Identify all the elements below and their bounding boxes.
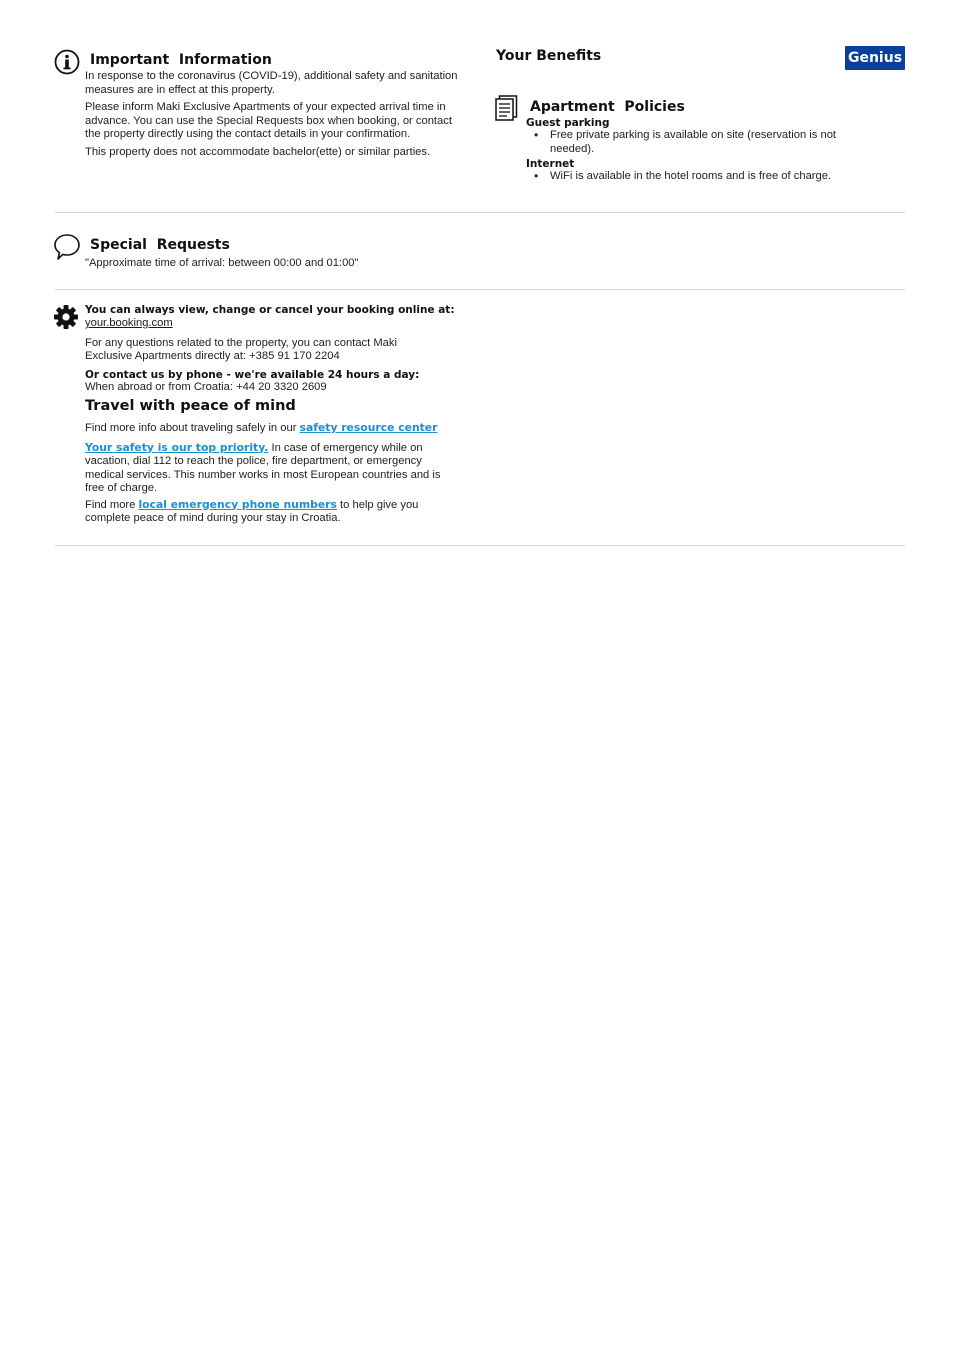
travel-para-3-pre: Find more (85, 498, 139, 511)
internet-list (526, 170, 871, 184)
parties-note: This property does not accommodate bachelor(ette) or similar parties. (85, 145, 431, 158)
local-emergency-numbers-link[interactable]: local emergency phone numbers (138, 497, 337, 511)
travel-title: Travel with peace of mind (85, 398, 296, 414)
divider-2 (55, 289, 905, 290)
gear-icon (53, 304, 79, 330)
parking-item: • Free private parking is available on site (reservation is not needed). (550, 129, 871, 156)
travel-line-1 (85, 421, 457, 436)
parking-list (526, 129, 871, 156)
manage-lead: You can always view, change or cancel your booking online at: (85, 304, 455, 316)
travel-line-1-text: Find more info about traveling safely in our (85, 422, 300, 434)
internet-label: Internet (526, 158, 575, 170)
document-icon (495, 95, 519, 121)
travel-para-2 (85, 441, 457, 496)
phone-lead: Or contact us by phone - we're available 24 hours a day: (85, 368, 420, 381)
important-info-body (85, 70, 465, 159)
internet-item: • WiFi is available in the hotel rooms and is free of charge. (550, 170, 871, 184)
special-requests-title: Special Requests (90, 237, 230, 253)
arrival-note: Please inform Maki Exclusive Apartments of your expected arrival time in advance. You can use the Special Requests box when booking, or contact the property directly using the contact details in your confirmation. (85, 101, 452, 140)
travel-para-3-post: to help give you complete peace of mind during your stay in Croatia. (85, 498, 419, 524)
safety-priority-link[interactable]: Your safety is our top priority. (85, 440, 269, 454)
important-info-title: Important Information (90, 52, 272, 68)
phone-text: When abroad or from Croatia: +44 20 3320 2609 (85, 380, 327, 393)
info-icon (54, 49, 80, 75)
travel-para-3 (85, 498, 457, 526)
emergency-text: In case of emergency while on vacation, dial 112 to reach the police, fire department, or emergency medical services. This number works in most European countries and is free of charge. (85, 441, 441, 494)
policies-body (526, 117, 871, 184)
booking-url-link[interactable]: your.booking.com (85, 317, 173, 329)
covid-note: In response to the coronavirus (COVID-19), additional safety and sanitation measures are in effect at this property. (85, 70, 458, 96)
policies-title: Apartment Policies (530, 99, 685, 115)
genius-badge: Genius (845, 46, 905, 70)
special-requests-text: "Approximate time of arrival: between 00:00 and 01:00" (85, 257, 359, 269)
safety-resource-center-link[interactable]: safety resource center (299, 421, 438, 434)
speech-bubble-icon (53, 233, 81, 261)
divider-1 (55, 212, 905, 213)
questions-text: For any questions related to the property, you can contact Maki Exclusive Apartments directly at: +385 91 170 2204 (85, 336, 397, 362)
travel-body (85, 421, 457, 526)
benefits-title: Your Benefits (496, 48, 602, 64)
manage-booking-block (85, 304, 465, 394)
guest-parking-label: Guest parking (526, 117, 610, 129)
divider-3 (55, 545, 905, 546)
